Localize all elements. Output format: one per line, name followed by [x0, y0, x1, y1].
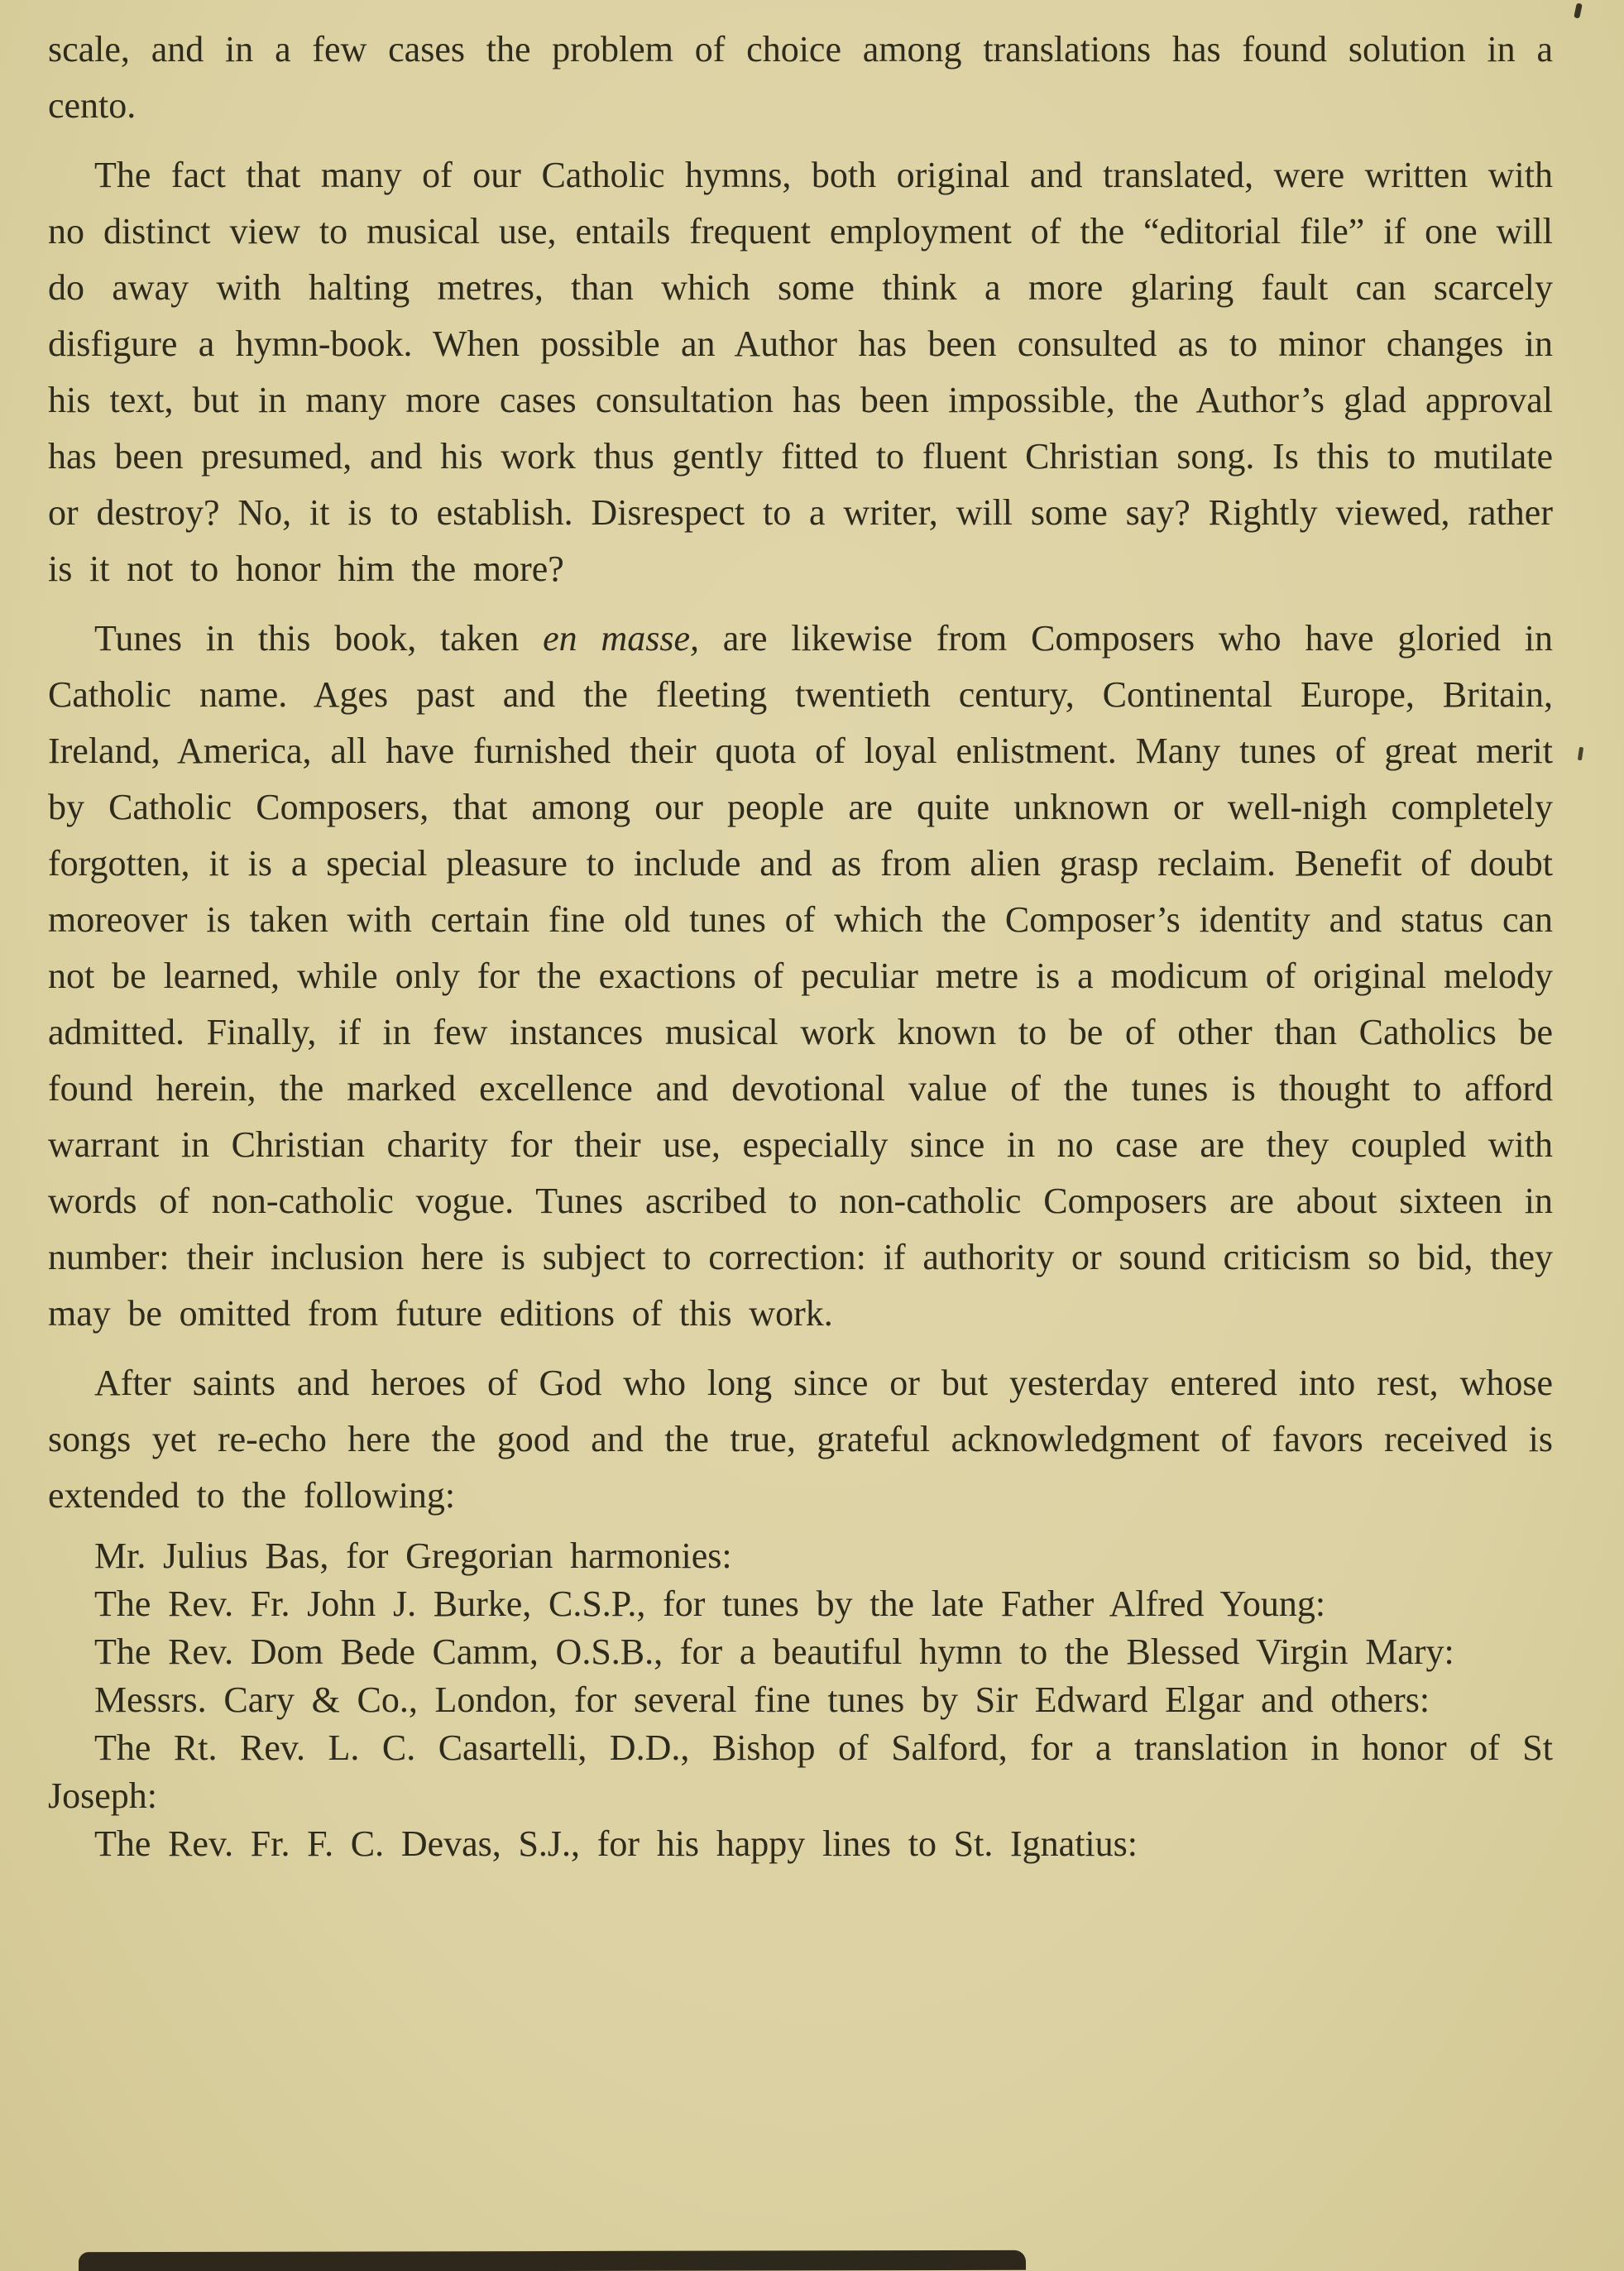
acknowledgment-item: Mr. Julius Bas, for Gregorian harmonies: — [94, 1536, 732, 1576]
acknowledgment-item: The Rev. Fr. John J. Burke, C.S.P., for tunes by the late Father Alfred Young: — [94, 1583, 1326, 1624]
paragraph-acknowledgment-intro: After saints and heroes of God who long since or but yesterday entered into rest, whose songs yet re-echo here the good and the true, grateful acknowledgment of favors received is extended to the following: — [48, 1363, 1553, 1516]
acknowledgment-item: The Rt. Rev. L. C. Casartelli, D.D., Bishop of Salford, for a translation in honor of St Joseph: — [48, 1727, 1553, 1816]
scan-artifact — [1574, 2, 1583, 18]
acknowledgment-item: Messrs. Cary & Co., London, for several fine tunes by Sir Edward Elgar and others: — [94, 1679, 1430, 1720]
paragraph-text: are likewise from Composers who have gloried in Catholic name. Ages past and the fleeting twentieth century, Continental Europe, Britain, Ireland, America, all have furnished their quota of loyal enlistment. Many tunes of great merit by Catholic Composers, that among our people are quite unknown or well-nigh completely forgotten, it is a special pleasure to include and as from alien grasp reclaim. Benefit of doubt moreover is taken with certain fine old tunes of which the Composer’s identity and status can not be learned, while only for the exactions of peculiar metre is a modicum of original melody admitted. Finally, if in few instances musical work known to be of other than Catholics be found herein, the marked excellence and devotional value of the tunes is thought to afford warrant in Christian charity for their use, especially since in no case are they coupled with words of non-catholic vogue. Tunes ascribed to non-catholic Composers are about sixteen in number: their inclusion here is subject to correction: if authority or sound criticism so bid, they may be omitted from future editions of this work. — [48, 618, 1553, 1334]
paragraph-tunes — [48, 611, 1553, 1342]
scan-artifact — [1578, 747, 1583, 761]
acknowledgments-list — [48, 1532, 1553, 1868]
acknowledgment-item: The Rev. Fr. F. C. Devas, S.J., for his happy lines to St. Ignatius: — [94, 1823, 1138, 1864]
scan-artifact — [79, 2250, 1026, 2271]
paragraph-editorial-file: The fact that many of our Catholic hymns, both original and translated, were written with no distinct view to musical use, entails frequent employment of the “editorial file” if one will do away with halting metres, than which some think a more glaring fault can scarcely disfigure a hymn-book. When possible an Author has been consulted as to minor changes in his text, but in many more cases consultation has been impossible, the Author’s glad approval has been presumed, and his work thus gently fitted to fluent Christian song. Is this to mutilate or destroy? No, it is to establish. Disrespect to a writer, will some say? Rightly viewed, rather is it not to honor him the more? — [48, 155, 1553, 589]
paragraph-text: Tunes in this book, taken — [94, 618, 544, 659]
acknowledgment-item: The Rev. Dom Bede Camm, O.S.B., for a beautiful hymn to the Blessed Virgin Mary: — [94, 1631, 1454, 1672]
italic-phrase: en masse, — [543, 618, 699, 659]
paragraph-continuation: scale, and in a few cases the problem of choice among translations has found solution in a cento. — [48, 29, 1553, 126]
